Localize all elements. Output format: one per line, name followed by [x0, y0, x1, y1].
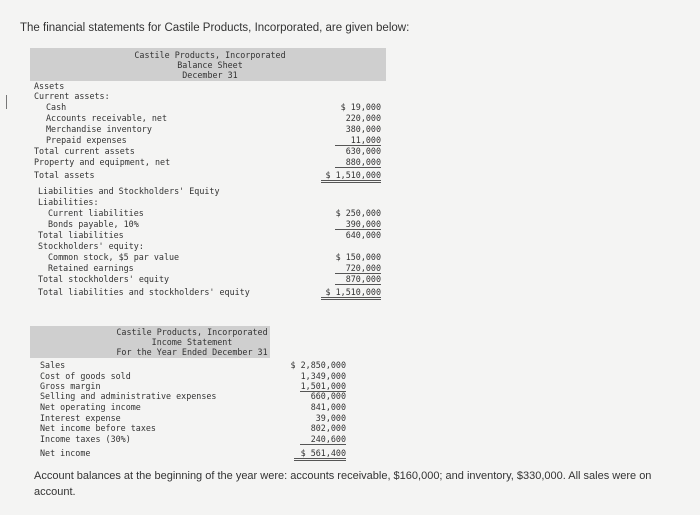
income-statement-row-label: Gross margin [40, 381, 101, 391]
balance-sheet-row-value: 880,000 [345, 157, 381, 167]
income-statement-row-value: $ 2,850,000 [290, 360, 346, 370]
balance-sheet-title: Balance Sheet [177, 60, 243, 70]
balance-sheet-row-label: Bonds payable, 10% [48, 219, 139, 229]
balance-sheet-row-value: 11,000 [350, 135, 381, 145]
balance-sheet-row-value: $ 19,000 [340, 102, 381, 112]
balance-sheet-row-value: 870,000 [345, 274, 381, 284]
income-statement-row-label: Sales [40, 360, 66, 370]
balance-sheet-date: December 31 [182, 70, 238, 80]
balance-sheet-row-value: 390,000 [345, 219, 381, 229]
balance-sheet-row-value: $ 1,510,000 [325, 170, 381, 180]
intro-text: The financial statements for Castile Products, Incorporated, are given below: [20, 22, 410, 34]
income-statement-row-value: 39,000 [315, 413, 346, 423]
balance-sheet-row-value: $ 250,000 [335, 208, 381, 218]
balance-sheet-row-value: 640,000 [345, 230, 381, 240]
balance-sheet-row-value: $ 1,510,000 [325, 287, 381, 297]
balance-sheet-row-label: Merchandise inventory [46, 124, 152, 134]
income-statement-row-value: 1,501,000 [300, 381, 346, 391]
income-statement-row-value: 240,600 [310, 434, 346, 444]
income-statement-row-label: Interest expense [40, 413, 121, 423]
balance-sheet-row-value: 380,000 [345, 124, 381, 134]
income-statement-row-label: Cost of goods sold [40, 371, 131, 381]
income-statement-row-label: Net income [40, 448, 91, 458]
balance-sheet-row-label: Retained earnings [48, 263, 134, 273]
balance-sheet-row-label: Assets [34, 81, 65, 91]
balance-sheet-row-label: Common stock, $5 par value [48, 252, 180, 262]
balance-sheet-row-value: 220,000 [345, 113, 381, 123]
income-statement-title: Income Statement [151, 337, 233, 347]
income-statement-company: Castile Products, Incorporated [116, 327, 268, 337]
balance-sheet-row-label: Accounts receivable, net [46, 113, 168, 123]
balance-sheet-row-label: Total liabilities [38, 230, 124, 240]
balance-sheet-row-value: $ 150,000 [335, 252, 381, 262]
income-statement-row-label: Net income before taxes [40, 423, 156, 433]
balance-sheet-row-label: Prepaid expenses [46, 135, 127, 145]
balance-sheet-row-label: Liabilities and Stockholders' Equity [38, 186, 220, 196]
underline [300, 444, 346, 445]
balance-sheet-row-label: Total current assets [34, 146, 135, 156]
balance-sheet-company: Castile Products, Incorporated [134, 50, 286, 60]
income-statement-row-value: 660,000 [310, 391, 346, 401]
income-statement-row-value: 841,000 [310, 402, 346, 412]
income-statement-period: For the Year Ended December 31 [116, 347, 268, 357]
income-statement-row-label: Income taxes (30%) [40, 434, 131, 444]
income-statement-row-value: 802,000 [310, 423, 346, 433]
balance-sheet-row-label: Current liabilities [48, 208, 144, 218]
income-statement-row-label: Net operating income [40, 402, 141, 412]
balance-sheet-row-value: 720,000 [345, 263, 381, 273]
balance-sheet-row-label: Total assets [34, 170, 95, 180]
balance-sheet-row-label: Liabilities: [38, 197, 99, 207]
balance-sheet-row-label: Cash [46, 102, 67, 112]
balance-sheet-row-label: Stockholders' equity: [38, 241, 144, 251]
balance-sheet-row-label: Property and equipment, net [34, 157, 171, 167]
income-statement-row-value: 1,349,000 [300, 371, 346, 381]
double-underline [294, 458, 346, 461]
balance-sheet-row-label: Total stockholders' equity [38, 274, 170, 284]
income-statement-row-value: $ 561,400 [300, 448, 346, 458]
balance-sheet-row-label: Current assets: [34, 91, 110, 101]
footer-note: Account balances at the beginning of the year were: accounts receivable, $160,000; and inventory, $330,000. All sales were on account. [34, 470, 652, 498]
balance-sheet-row-value: 630,000 [345, 146, 381, 156]
balance-sheet-row-label: Total liabilities and stockholders' equity [38, 287, 250, 297]
income-statement-row-label: Selling and administrative expenses [40, 391, 217, 401]
